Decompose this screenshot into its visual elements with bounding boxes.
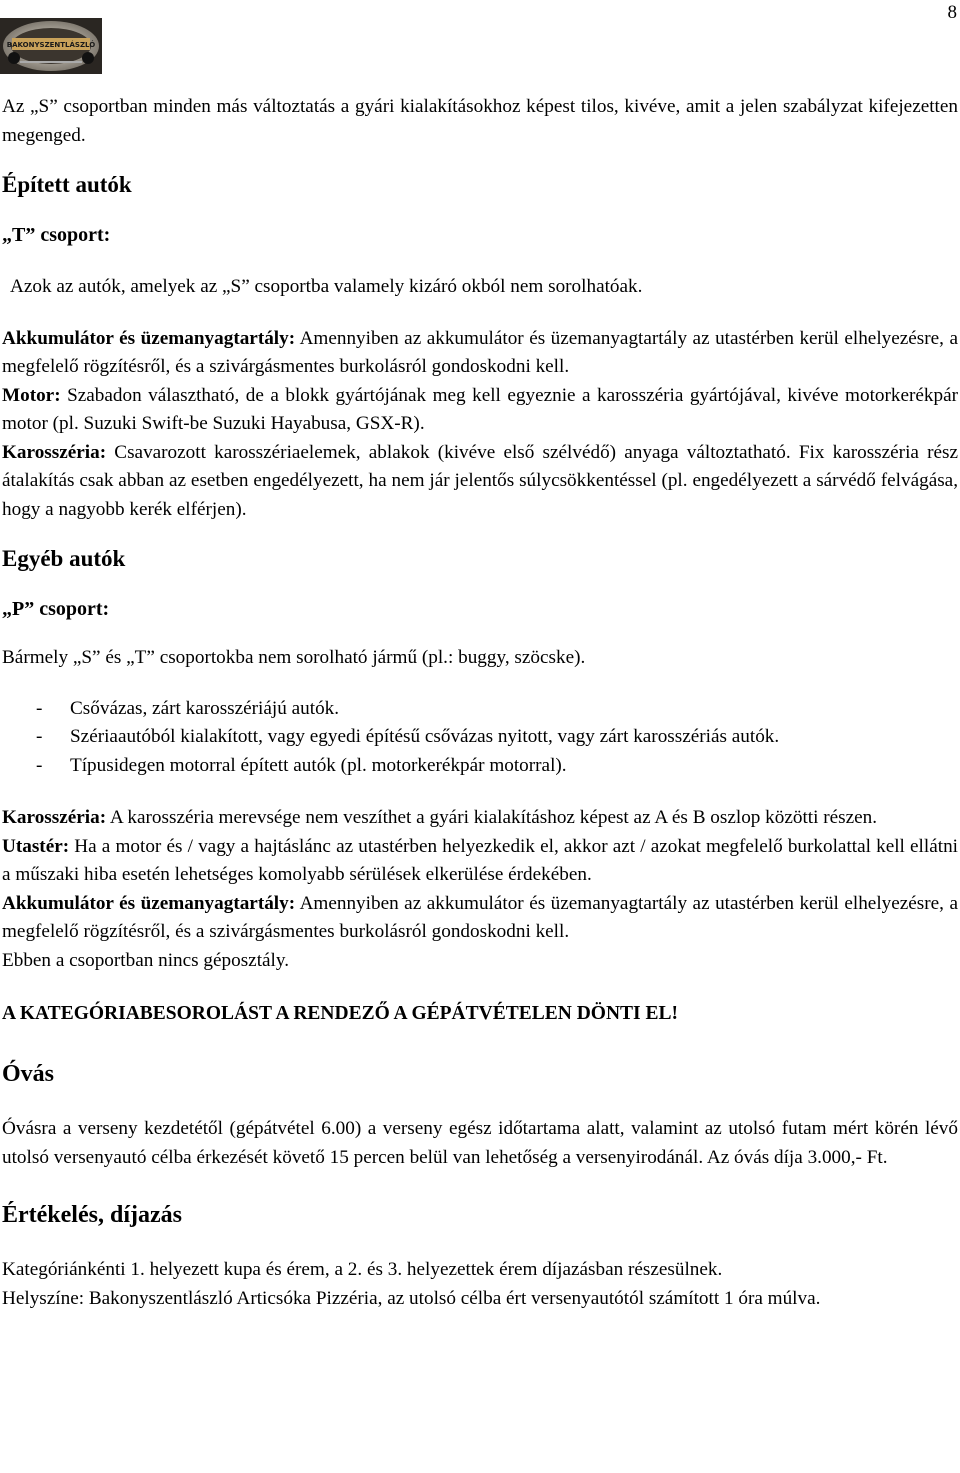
list-item: - Típusidegen motorral épített autók (pl. motorkerékpár motorral). [36,754,567,776]
heading-built-cars: Épített autók [2,172,132,197]
page-number: 8 [947,2,957,23]
p-group-list [2,695,958,781]
venue-paragraph: Helyszíne: Bakonyszentlászló Articsóka Pizzéria, az utolsó célba ért versenyautótól számított 1 óra múlva. [2,1287,821,1309]
s-group-paragraph: Az „S” csoportban minden más változtatás a gyári kialakításokhoz képest tilos, kivéve, amit a jelen szabályzat kifejezetten megenged. [2,96,958,146]
awards-paragraph: Kategóriánkénti 1. helyezett kupa és érem, a 2. és 3. helyezettek érem díjazásban részesülnek. [2,1259,723,1280]
rule-label: Motor: [2,384,61,406]
rule-text: A karosszéria merevsége nem veszíthet a gyári kialakításhoz képest az A és B oszlop közötti részen. [106,807,878,828]
svg-text:BAKONYSZENTLÁSZLÓ: BAKONYSZENTLÁSZLÓ [6,41,96,49]
heading-results: Értékelés, díjazás [2,1202,182,1228]
heading-other-cars: Egyéb autók [2,546,126,571]
rule-label: Karosszéria: [2,807,107,828]
heading-protest: Óvás [2,1061,55,1087]
rule-label: Akkumulátor és üzemanyagtartály: [2,892,296,914]
document-body [2,93,958,1313]
rule-text: Csavarozott karosszériaelemek, ablakok (kivéve első szélvédő) anyaga változtatható. Fix karosszéria rész átalakítás csak abban az esetben engedélyezett, ha nem jár jelentős súlycsökkentéssel (pl. engedélyezett a sárvédő felvágása, hogy a nagyobb kerék elférjen). [2,441,958,520]
no-class-paragraph: Ebben a csoportban nincs géposztály. [2,949,290,971]
t-rule-engine [2,382,958,439]
rule-label: Karosszéria: [2,441,107,463]
protest-paragraph: Óvásra a verseny kezdetétől (gépátvétel 6.00) a verseny egész időtartama alatt, valamint az utolsó futam mért körén lévő utolsó versenyautó célba érkezését követő 15 percen belül van lehetőség a versenyirodánál. Az óvás díja 3.000,- Ft. [2,1118,958,1168]
rule-text: Amennyiben az akkumulátor és üzemanyagtartály az utastérben kerül elhelyezésre, a megfelelő rögzítésről, és a szivárgásmentes burkolásról gondoskodni kell. [2,892,958,942]
p-rule-cabin [2,833,958,890]
category-notice: A KATEGÓRIABESOROLÁST A RENDEZŐ A GÉPÁTVÉTELEN DÖNTI EL! [2,1003,678,1024]
rule-label: Akkumulátor és üzemanyagtartály: [2,327,296,349]
rule-label: Utastér: [2,835,70,857]
event-logo [0,18,102,74]
p-rule-body [2,804,958,833]
p-rule-battery [2,890,958,947]
t-group-paragraph: Azok az autók, amelyek az „S” csoportba valamely kizáró okból nem sorolhatóak. [10,276,643,297]
rule-text: Ha a motor és / vagy a hajtáslánc az utastérben helyezkedik el, akkor azt / azokat megfelelő burkolattal kell ellátni a műszaki hiba esetén lehetséges komolyabb sérülések elkerülése érdekében. [2,835,958,885]
rule-text: Amennyiben az akkumulátor és üzemanyagtartály az utastérben kerül elhelyezésre, a megfelelő rögzítésről, és a szivárgásmentes burkolásról gondoskodni kell. [2,327,958,377]
list-item: - Csővázas, zárt karosszériájú autók. [36,697,340,719]
t-group-rules [2,325,958,525]
t-rule-body [2,439,958,525]
t-rule-battery [2,325,958,382]
rule-text: Szabadon választható, de a blokk gyártójának meg kell egyeznie a karosszéria gyártójával, kivéve motorkerékpár motor (pl. Suzuki Swift-be Suzuki Hayabusa, GSX-R). [2,384,958,434]
heading-t-group: „T” csoport: [2,224,111,246]
heading-p-group: „P” csoport: [2,598,110,620]
p-group-paragraph: Bármely „S” és „T” csoportokba nem sorolható jármű (pl.: buggy, szöcske). [2,647,586,668]
list-item: - Szériaautóból kialakított, vagy egyedi építésű csővázas nyitott, vagy zárt karosszériás autók. [36,726,780,747]
p-group-rules [2,804,958,975]
